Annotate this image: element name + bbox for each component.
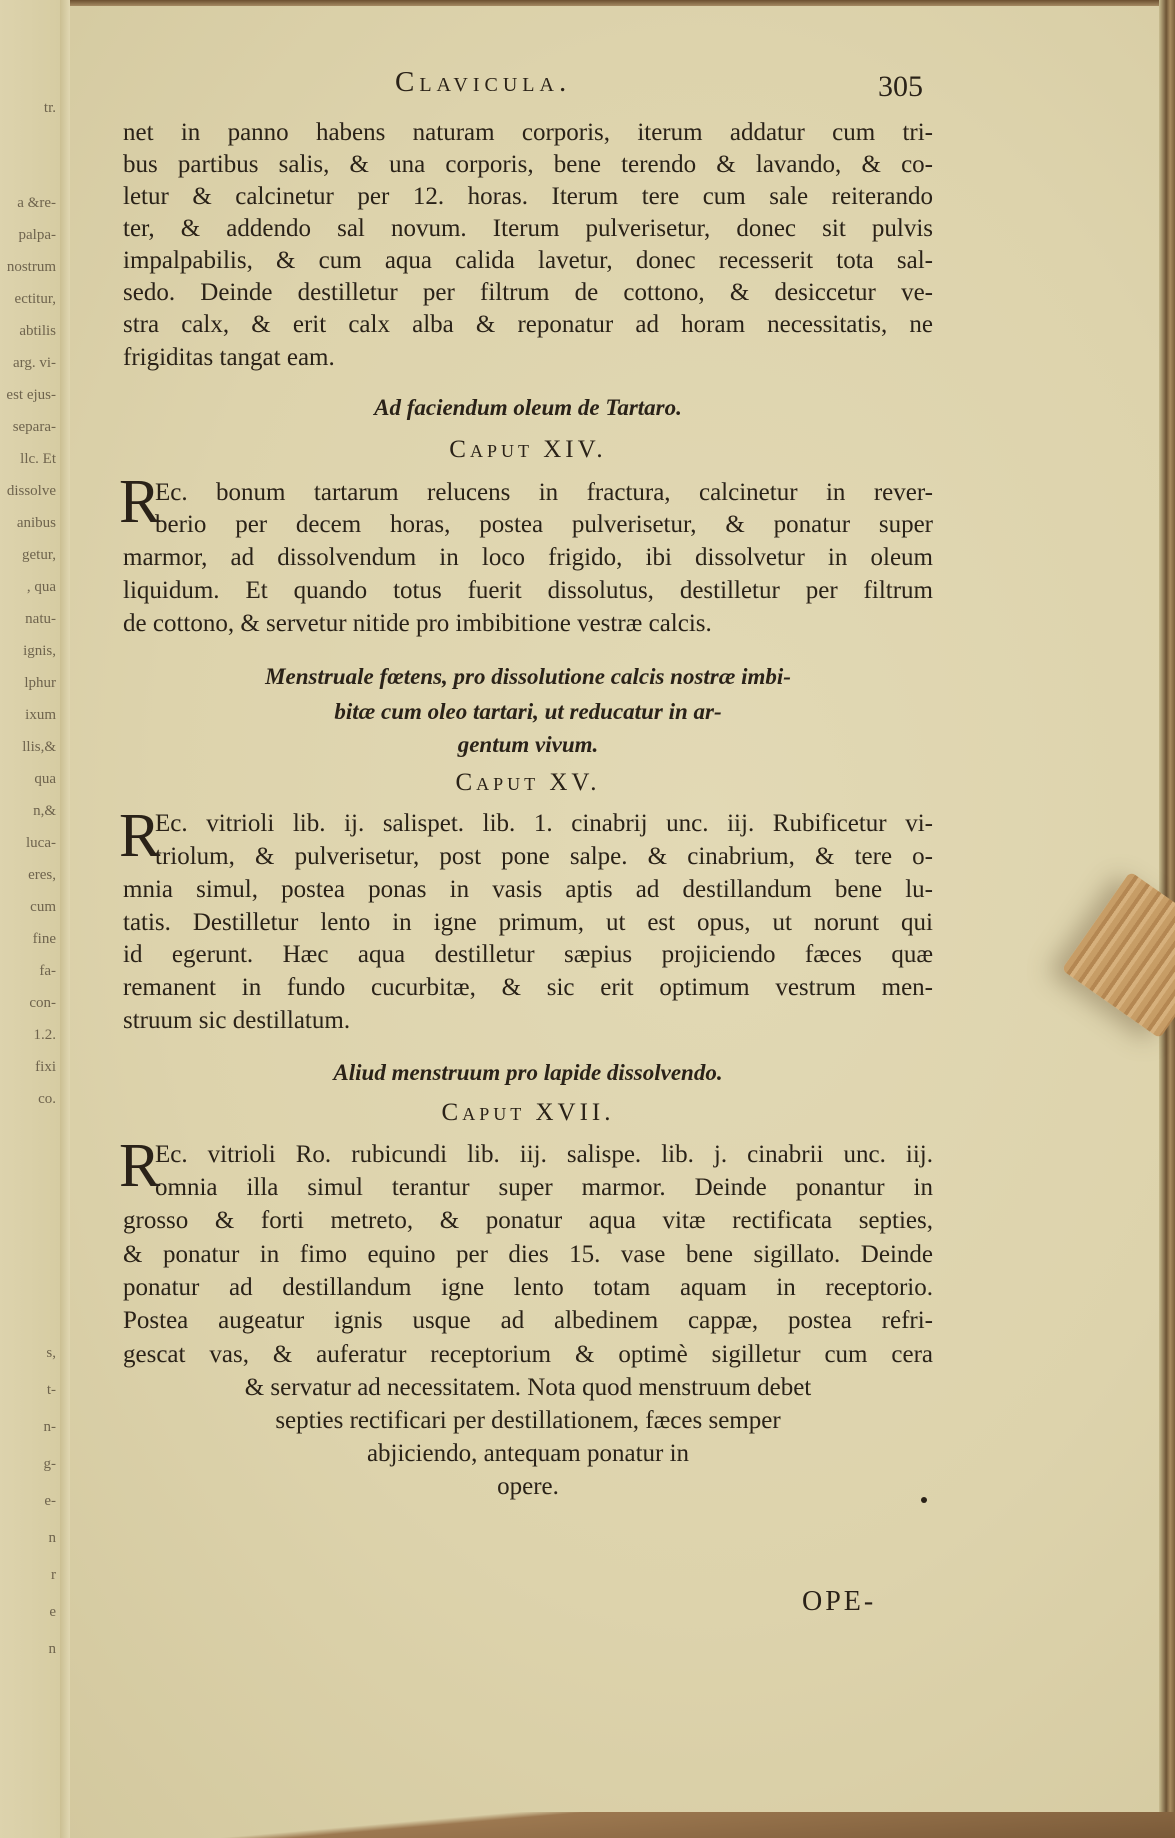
text-line: omnia illa simul terantur super marmor. Deinde ponantur in [155, 1174, 933, 1201]
text-line: struum sic destillatum. [123, 1007, 351, 1034]
text-line: sedo. Deinde destilletur per filtrum de cottono, & desiccetur ve- [123, 279, 933, 306]
text-line: ponatur ad destillandum igne lento totam aquam in receptorio. [123, 1274, 933, 1301]
text-line: triolum, & pulverisetur, post pone salpe. & cinabrium, & tere o- [155, 843, 933, 870]
text-line: net in panno habens naturam corporis, iterum addatur cum tri- [123, 119, 933, 146]
facing-page-fragment: g- [43, 1456, 56, 1472]
chapter-heading: Caput XVII. [441, 1099, 615, 1126]
text-line: grosso & forti metreto, & ponatur aqua vitæ rectificata septies, [123, 1207, 933, 1234]
chapter-heading: Caput XV. [455, 769, 601, 796]
page-number: 305 [878, 70, 923, 103]
text-line: impalpabilis, & cum aqua calida lavetur, donec recesserit tota sal- [123, 247, 933, 274]
facing-page-fragment: ectitur, [14, 291, 56, 307]
facing-page-fragment: separa- [12, 419, 56, 435]
facing-page-fragment: n- [43, 1419, 56, 1435]
facing-page-fragment: dissolve [6, 483, 56, 499]
facing-page-fragment: llis,& [22, 739, 56, 755]
facing-page-fragment: lphur [24, 675, 56, 691]
facing-page-fragment: e [49, 1604, 56, 1620]
facing-page-fragment: eres, [28, 867, 56, 883]
text-line: & servatur ad necessitatem. Nota quod menstruum debet [244, 1374, 812, 1401]
text-line: mnia simul, postea ponas in vasis aptis ad destillandum bene lu- [123, 876, 933, 903]
facing-page-edge [0, 0, 62, 1838]
drop-cap: R [119, 1132, 161, 1200]
facing-page-fragment: s, [46, 1345, 56, 1361]
text-line: bus partibus salis, & una corporis, bene terendo & lavando, & co- [123, 151, 933, 178]
section-title: bitæ cum oleo tartari, ut reducatur in ar- [334, 699, 722, 724]
facing-page-fragment: t- [46, 1382, 56, 1398]
facing-page-fragment: n,& [33, 803, 56, 819]
facing-page-fragment: palpa- [18, 227, 56, 243]
facing-page-fragment: con- [29, 995, 56, 1011]
facing-page-fragment: getur, [22, 547, 56, 563]
facing-page-fragment: fine [32, 931, 56, 947]
facing-page-fragment: e- [44, 1493, 56, 1509]
facing-page-fragment: n [48, 1641, 56, 1657]
facing-page-fragment: nostrum [6, 259, 56, 275]
gutter [60, 0, 70, 1838]
text-line: remanent in fundo cucurbitæ, & sic erit optimum vestrum men- [123, 974, 933, 1001]
text-line: Ec. vitrioli Ro. rubicundi lib. iij. salispe. lib. j. cinabrii unc. iij. [155, 1141, 933, 1168]
facing-page-fragment: qua [34, 771, 56, 787]
facing-page-fragment: natu- [25, 611, 56, 627]
text-line: Ec. vitrioli lib. ij. salispet. lib. 1. cinabrij unc. iij. Rubificetur vi- [155, 810, 933, 837]
text-line: tatis. Destilletur lento in igne primum, ut est opus, ut norunt qui [123, 909, 933, 936]
facing-page-fragment: llc. Et [20, 451, 56, 467]
text-line: abjiciendo, antequam ponatur in [366, 1440, 690, 1467]
facing-page-fragment: est ejus- [6, 387, 56, 403]
text-line: letur & calcinetur per 12. horas. Iterum tere cum sale reiterando [123, 183, 933, 210]
facing-page-fragment: cum [30, 899, 56, 915]
text-line: gescat vas, & auferatur receptorium & optimè sigilletur cum cera [123, 1341, 933, 1368]
text-line: berio per decem horas, postea pulverisetur, & ponatur super [155, 511, 933, 538]
text-line: ter, & addendo sal novum. Iterum pulverisetur, donec sit pulvis [123, 215, 933, 242]
text-line: & ponatur in fimo equino per dies 15. vase bene sigillato. Deinde [123, 1241, 933, 1268]
section-title: Ad faciendum oleum de Tartaro. [374, 395, 682, 420]
catchword: OPE- [802, 1586, 877, 1617]
facing-page-fragment: luca- [26, 835, 56, 851]
text-line: frigiditas tangat eam. [123, 344, 335, 371]
book-top-edge [60, 0, 1175, 6]
text-line: marmor, ad dissolvendum in loco frigido, ibi dissolvetur in oleum [123, 544, 933, 571]
facing-page-fragment: fixi [35, 1059, 56, 1075]
section-title: Menstruale fœtens, pro dissolutione calcis nostræ imbi- [265, 664, 791, 689]
facing-page-fragment: anibus [16, 515, 56, 531]
text-line: liquidum. Et quando totus fuerit dissolutus, destilletur per filtrum [123, 577, 933, 604]
book-bottom-edge [0, 1812, 1175, 1838]
running-head: Clavicula. [395, 66, 572, 98]
text-line: Ec. bonum tartarum relucens in fractura, calcinetur in rever- [155, 479, 933, 506]
printer-mark [921, 1497, 927, 1503]
facing-page-fragment: ignis, [23, 643, 56, 659]
facing-page-fragment: abtilis [19, 323, 56, 339]
bookmark-ribbon [1061, 871, 1175, 1038]
facing-page-fragment: r [51, 1567, 56, 1583]
facing-page-fragment: n [48, 1530, 56, 1546]
facing-page-fragment: 1.2. [33, 1027, 56, 1043]
facing-page-fragment: fa- [39, 963, 56, 979]
drop-cap: R [119, 802, 161, 870]
section-title: gentum vivum. [457, 732, 599, 757]
text-line: de cottono, & servetur nitide pro imbibitione vestræ calcis. [123, 610, 712, 637]
text-line: stra calx, & erit calx alba & reponatur ad horam necessitatis, ne [123, 311, 933, 338]
chapter-heading: Caput XIV. [449, 436, 607, 463]
facing-page-fragment: co. [38, 1091, 56, 1107]
facing-page-fragment: a &re- [17, 195, 56, 211]
facing-page-fragment: arg. vi- [12, 355, 56, 371]
facing-page-fragment: ixum [25, 707, 56, 723]
section-title: Aliud menstruum pro lapide dissolvendo. [333, 1060, 723, 1085]
facing-page-fragment: tr. [43, 100, 56, 116]
text-line: id egerunt. Hæc aqua destilletur sæpius projiciendo fæces quæ [123, 941, 933, 968]
text-line: opere. [497, 1473, 559, 1500]
facing-page-fragment: , qua [26, 579, 56, 595]
text-line: septies rectificari per destillationem, fæces semper [275, 1407, 781, 1434]
text-line: Postea augeatur ignis usque ad albedinem cappæ, postea refri- [123, 1307, 933, 1334]
drop-cap: R [119, 468, 161, 536]
